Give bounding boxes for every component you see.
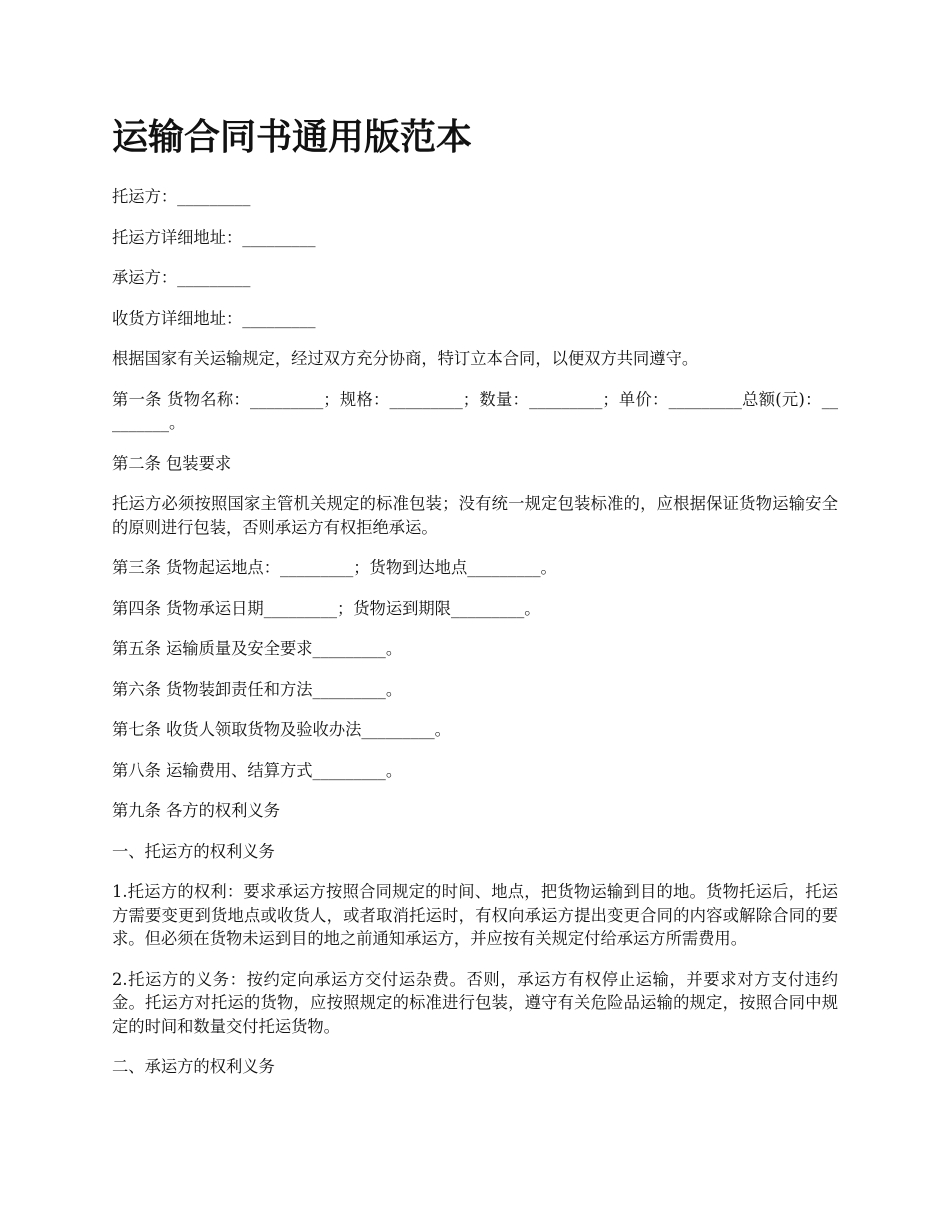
consignee-address-line: 收货方详细地址：_________ [112, 308, 316, 328]
article-1: 第一条 货物名称：_________；规格：_________；数量：_________；单价：_________总额(元)：_________。 [112, 389, 838, 432]
carrier-line: 承运方：_________ [112, 268, 251, 287]
shipper-rights-paragraph: 1.托运方的权利：要求承运方按照合同规定的时间、地点，把货物运输到目的地。货物托运后，托运方需要变更到货地点或收货人，或者取消托运时，有权向承运方提出变更合同的内容或解除合同的要求。但必须在货物未运到目的地之前通知承运方，并应按有关规定付给承运方所需费用。 [112, 882, 838, 948]
section-carrier-rights-heading: 二、承运方的权利义务 [112, 1057, 275, 1076]
article-8: 第八条 运输费用、结算方式_________。 [112, 760, 403, 780]
article-6: 第六条 货物装卸责任和方法_________。 [112, 679, 403, 699]
shipper-obligations-paragraph: 2.托运方的义务：按约定向承运方交付运杂费。否则，承运方有权停止运输，并要求对方支付违约金。托运方对托运的货物，应按照规定的标准进行包装，遵守有关危险品运输的规定，按照合同中规定的时间和数量交付托运货物。 [112, 969, 838, 1036]
section-shipper-rights-heading: 一、托运方的权利义务 [112, 841, 275, 861]
preamble-paragraph: 根据国家有关运输规定，经过双方充分协商，特订立本合同，以便双方共同遵守。 [112, 349, 699, 368]
shipper-line: 托运方：_________ [112, 187, 251, 206]
article-5: 第五条 运输质量及安全要求_________。 [112, 639, 403, 658]
article-3: 第三条 货物起运地点：_________；货物到达地点_________。 [112, 558, 557, 577]
article-2-body: 托运方必须按照国家主管机关规定的标准包装；没有统一规定包装标准的，应根据保证货物运输安全的原则进行包装，否则承运方有权拒绝承运。 [112, 494, 838, 537]
article-9-heading: 第九条 各方的权利义务 [112, 801, 280, 820]
article-2-heading: 第二条 包装要求 [112, 453, 232, 473]
document-title: 运输合同书通用版范本 [112, 117, 473, 158]
article-4: 第四条 货物承运日期_________；货物运到期限_________。 [112, 598, 541, 618]
article-7: 第七条 收货人领取货物及验收办法_________。 [112, 720, 451, 739]
shipper-address-line: 托运方详细地址：_________ [112, 227, 316, 247]
